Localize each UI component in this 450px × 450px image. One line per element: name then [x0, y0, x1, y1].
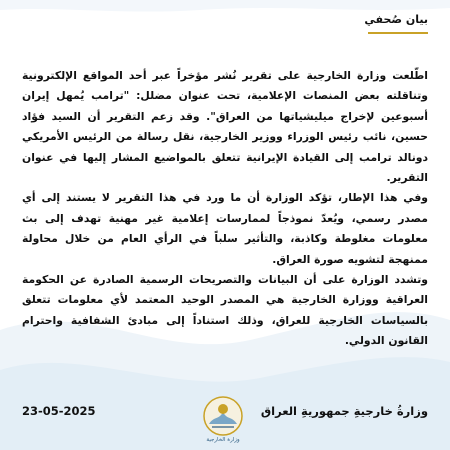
statement-paragraph-2: وفي هذا الإطار، تؤكد الوزارة أن ما ورد في هذا التقرير لا يستند إلى أي مصدر رسمي، ويُعدّ نموذجاً لممارسات إعلامية غير مهنية تهدف إلى بث معلومات مغلوطة وكاذبة، والتأثير سلباً في الرأي العام من خلال محاولة ممنهجة لتشويه صورة العراق. [22, 191, 428, 266]
footer-date: 23-05-2025 [22, 404, 96, 418]
footer-ministry-name: وزارةُ خارجيةِ جمهوريةِ العراق [260, 404, 428, 418]
seal-text: وزارة الخارجية [206, 437, 240, 443]
statement-body [22, 66, 428, 352]
footer [22, 402, 428, 426]
page-title: بيان صُحفي [364, 13, 428, 26]
title-underline [368, 32, 428, 34]
statement-paragraph-3: وتشدد الوزارة على أن البيانات والتصريحات الرسمية الصادرة عن الحكومة العراقية ووزارة الخارجية هي المصدر الوحيد المعتمد لأي معلومات تتعلق بالسياسات الخارجية للعراق، وذلك استناداً إلى مبادئ الشفافية واحترام القانون الدولي. [22, 273, 428, 348]
statement-paragraph-1: اطّلعت وزارة الخارجية على تقرير نُشر مؤخراً عبر أحد المواقع الإلكترونية وتناقلته بعض المنصات الإعلامية، تحت عنوان مضلل: "ترامب يُمهل إيران أسبوعين لإخراج ميليشياتها من العراق". وقد زعم التقرير أن السيد فؤاد حسين، نائب رئيس الوزراء ووزير الخارجية، نقل رسالة من الرئيس الأمريكي دونالد ترامب إلى القيادة الإيرانية تتعلق بالمواضيع المشار إليها في عنوان التقرير. [22, 69, 428, 185]
